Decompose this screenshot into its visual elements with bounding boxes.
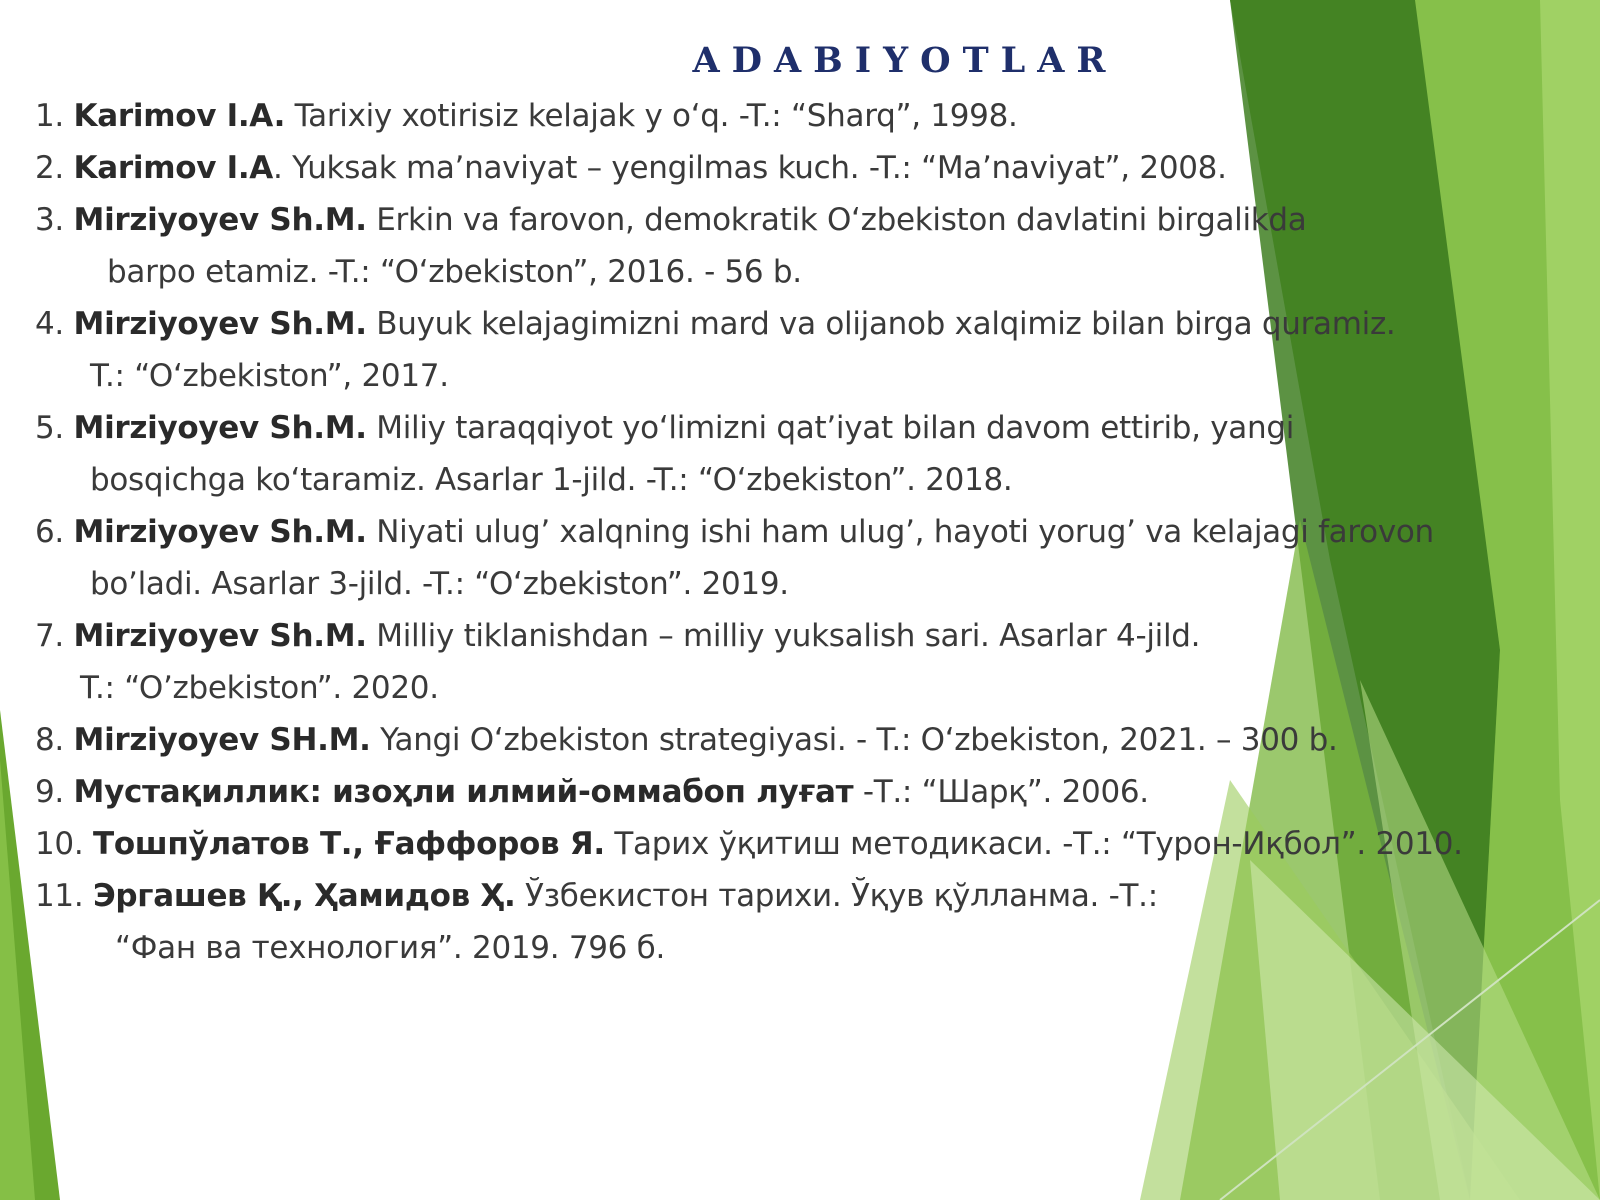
reference-item-4-continuation: T.: “O‘zbekiston”, 2017. bbox=[90, 358, 449, 394]
references-list bbox=[35, 90, 1565, 974]
reference-item-1: 1. Karimov I.A. Tarixiy xotirisiz kelajak y o‘q. -T.: “Sharq”, 1998. bbox=[35, 98, 1018, 134]
reference-item-5-continuation: bosqichga ko‘taramiz. Asarlar 1-jild. -T.: “O‘zbekiston”. 2018. bbox=[90, 462, 1013, 498]
reference-item-9: 9. Мустақиллик: изоҳли илмий-оммабоп луғат -Т.: “Шарқ”. 2006. bbox=[35, 774, 1149, 810]
reference-item-11: 11. Эргашев Қ., Ҳамидов Ҳ. Ўзбекистон тарихи. Ўқув қўлланма. -Т.: bbox=[35, 878, 1158, 914]
reference-item-10: 10. Тошпўлатов Т., Ғаффоров Я. Тарих ўқитиш методикаси. -Т.: “Турон-Иқбол”. 2010. bbox=[35, 826, 1463, 862]
reference-item-3-continuation: barpo etamiz. -T.: “O‘zbekiston”, 2016. - 56 b. bbox=[107, 254, 802, 290]
reference-item-7: 7. Mirziyoyev Sh.M. Milliy tiklanishdan – milliy yuksalish sari. Asarlar 4-jild. bbox=[35, 618, 1201, 654]
slide-title: ADABIYOTLAR bbox=[692, 40, 1118, 81]
reference-item-5: 5. Mirziyoyev Sh.M. Miliy taraqqiyot yo‘limizni qat’iyat bilan davom ettirib, yangi bbox=[35, 410, 1295, 446]
reference-item-8: 8. Mirziyoyev SH.M. Yangi O‘zbekiston strategiyasi. - T.: O‘zbekiston, 2021. – 300 b. bbox=[35, 722, 1338, 758]
reference-item-2: 2. Karimov I.A. Yuksak ma’naviyat – yengilmas kuch. -T.: “Ma’naviyat”, 2008. bbox=[35, 150, 1227, 186]
reference-item-11-continuation: “Фан ва технология”. 2019. 796 б. bbox=[115, 930, 666, 966]
reference-item-7-continuation: T.: “O’zbekiston”. 2020. bbox=[80, 670, 439, 706]
reference-item-3: 3. Mirziyoyev Sh.M. Erkin va farovon, demokratik O‘zbekiston davlatini birgalikda bbox=[35, 202, 1307, 238]
reference-item-6-continuation: bo’ladi. Asarlar 3-jild. -T.: “O‘zbekiston”. 2019. bbox=[90, 566, 789, 602]
reference-item-4: 4. Mirziyoyev Sh.M. Buyuk kelajagimizni mard va olijanob xalqimiz bilan birga quramiz. bbox=[35, 306, 1396, 342]
reference-item-6: 6. Mirziyoyev Sh.M. Niyati ulug’ xalqning ishi ham ulug’, hayoti yorug’ va kelajagi farovon bbox=[35, 514, 1434, 550]
